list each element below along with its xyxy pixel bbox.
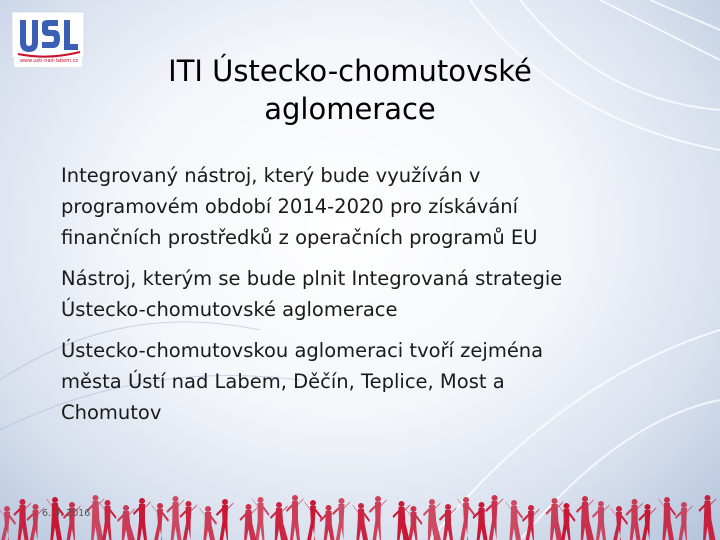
slide-body — [61, 160, 691, 438]
figure-silhouette — [199, 506, 217, 540]
title-line-1: ITI Ústecko-chomutovské — [168, 54, 532, 88]
footer-people-figures — [0, 490, 720, 540]
figure-silhouette — [658, 497, 676, 540]
bullet-paragraph-2 — [61, 263, 691, 325]
title-line-2: aglomerace — [264, 92, 436, 126]
figure-silhouette — [675, 502, 693, 540]
bullet-2-line-2: Ústecko-chomutovské aglomerace — [61, 298, 398, 321]
bullet-3-line-3: Chomutov — [61, 401, 162, 424]
bullet-paragraph-1 — [61, 160, 691, 253]
figure-silhouette — [352, 503, 370, 540]
bullet-1-line-1: Integrovaný nástroj, který bude využíván v — [61, 164, 481, 187]
figure-silhouette — [505, 500, 523, 540]
figure-silhouette — [486, 495, 504, 540]
bullet-1-line-2: programovém období 2014-2020 pro získávání — [61, 195, 519, 218]
figure-silhouette — [610, 506, 628, 540]
figure-silhouette — [286, 495, 304, 540]
figure-silhouette — [180, 501, 198, 540]
figure-silhouette — [0, 506, 16, 540]
bullet-2-line-1: Nástroj, kterým se bude plnit Integrovaná strategie — [61, 267, 563, 290]
figure-silhouette — [133, 498, 151, 540]
figure-silhouette — [151, 503, 169, 540]
logo-caption: www.usti-nad-labem.cz — [19, 58, 79, 64]
figure-silhouette — [216, 499, 234, 540]
figure-silhouette — [270, 502, 288, 540]
figure-silhouette — [423, 499, 441, 540]
figure-silhouette — [546, 498, 564, 540]
figure-silhouette — [117, 505, 135, 540]
figure-silhouette — [320, 505, 338, 540]
figure-silhouette — [240, 504, 258, 540]
figure-silhouette — [369, 496, 387, 540]
figure-silhouette — [167, 496, 185, 540]
bullet-1-line-3: finančních prostředků z operačních programů EU — [61, 226, 538, 249]
bullet-paragraph-3 — [61, 335, 691, 428]
figure-silhouette — [304, 500, 322, 540]
figure-silhouette — [439, 504, 457, 540]
figure-silhouette — [639, 504, 657, 540]
bullet-3-line-1: Ústecko-chomutovskou aglomeraci tvoří zejména — [61, 339, 544, 362]
figure-silhouette — [592, 501, 610, 540]
slide-title — [120, 52, 580, 128]
slide-date: 6. 9. 2016 — [42, 508, 91, 519]
figure-silhouette — [576, 496, 594, 540]
figure-silhouette — [699, 495, 717, 540]
figure-silhouette — [522, 505, 540, 540]
figure-silhouette — [457, 497, 475, 540]
bullet-3-line-2: města Ústí nad Labem, Děčín, Teplice, Most a — [61, 370, 505, 393]
figure-silhouette — [393, 501, 411, 540]
figure-silhouette — [333, 498, 351, 540]
